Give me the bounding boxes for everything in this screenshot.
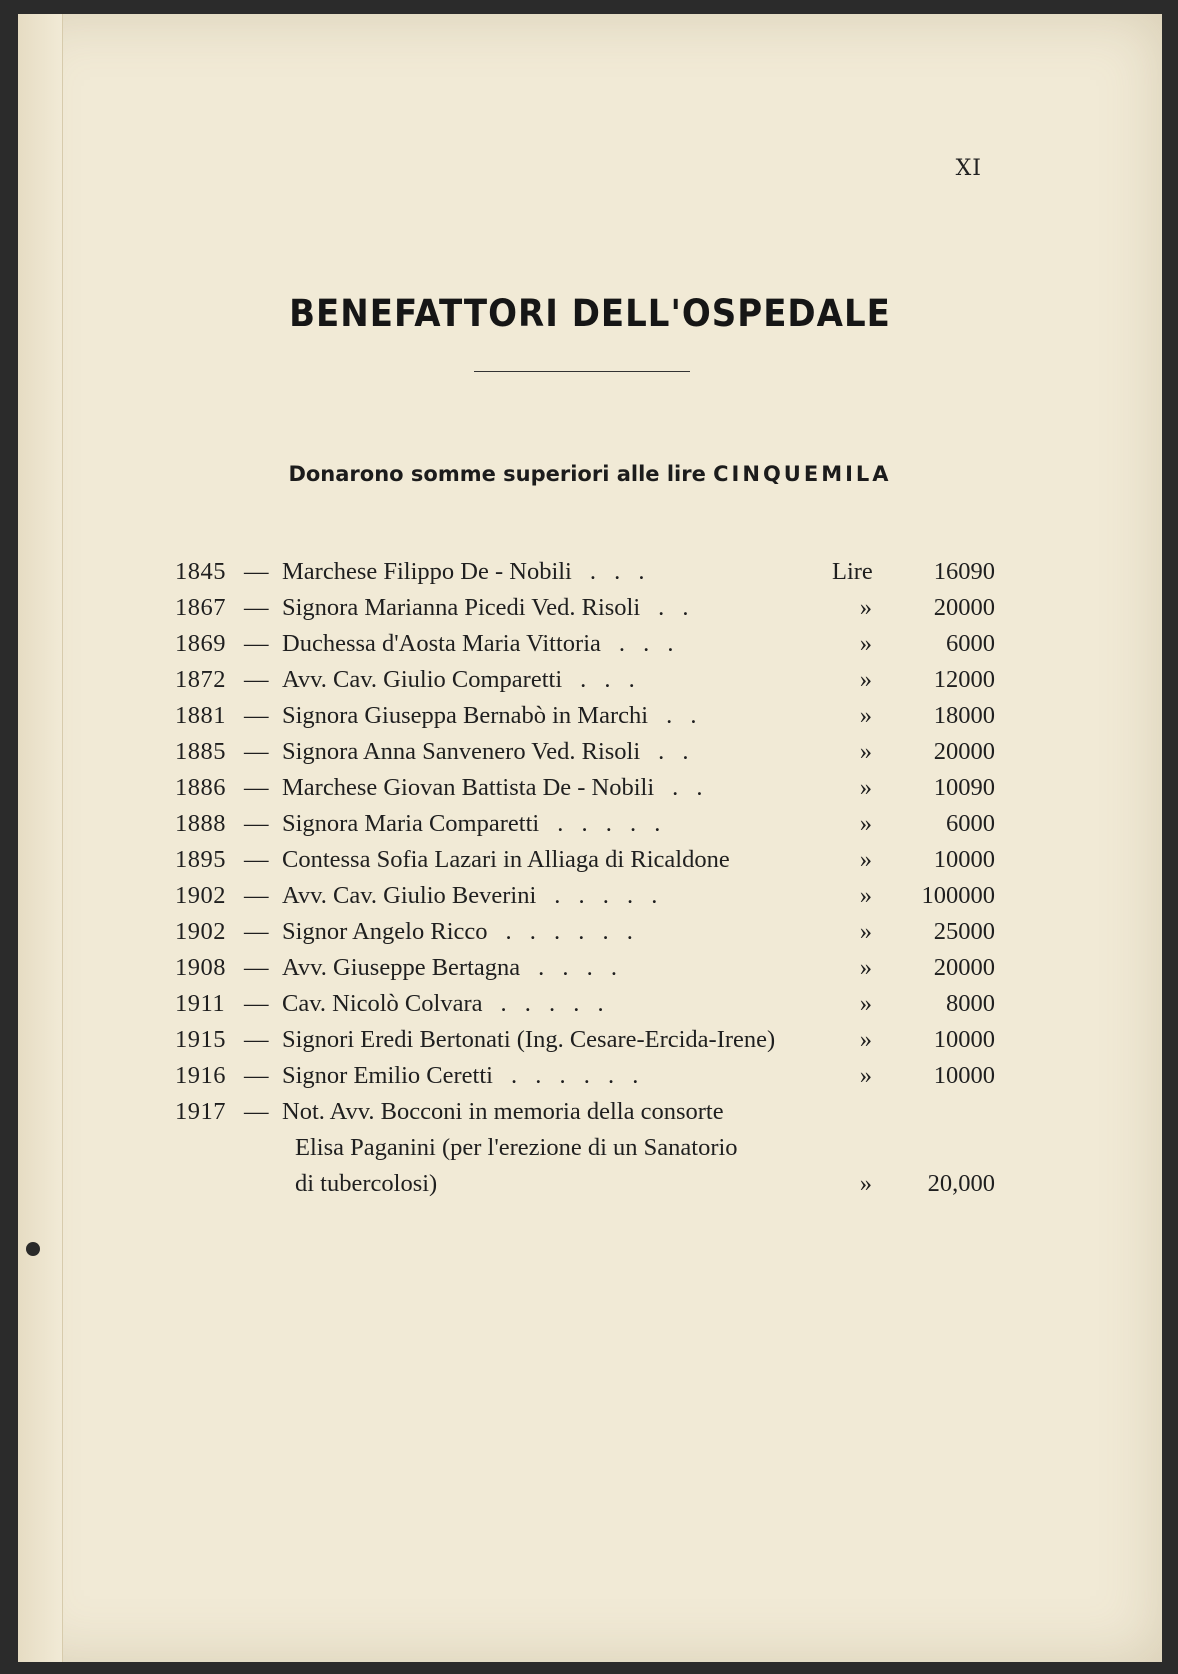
entry-unit: » [859, 918, 872, 945]
entry-unit: » [859, 1026, 872, 1053]
entry-name-text: Signora Marianna Picedi Ved. Risoli [282, 594, 641, 621]
entry-unit: » [859, 738, 872, 765]
entry-leader-dots: . . . . . [554, 882, 664, 909]
entry-amount: 20000 [933, 594, 995, 621]
entry-unit: » [859, 666, 872, 693]
subtitle-text: Donarono somme superiori alle lire [288, 462, 706, 486]
entry-amount: 20000 [933, 738, 995, 765]
entry-leader-dots: . . . . . . [505, 918, 639, 945]
entry-dash: — [244, 702, 269, 729]
entry-year: 1881 [175, 702, 226, 729]
entry-dash: — [244, 1062, 269, 1089]
entry-amount: 10000 [933, 846, 995, 873]
entry-year: 1885 [175, 738, 226, 765]
entry-amount: 20000 [933, 954, 995, 981]
entry-unit: » [859, 594, 872, 621]
benefactor-entry [175, 806, 995, 842]
entry-year: 1872 [175, 666, 226, 693]
entry-unit: » [859, 774, 872, 801]
entry-unit: » [859, 810, 872, 837]
entry-name-text: Signori Eredi Bertonati (Ing. Cesare-Ercida-Irene) [282, 1026, 776, 1053]
entry-amount: 20,000 [927, 1170, 995, 1197]
entry-name [282, 914, 639, 950]
entry-leader-dots: . . . [589, 558, 651, 585]
entry-dash: — [244, 1026, 269, 1053]
entry-leader-dots: . . [658, 738, 695, 765]
entry-name-text: Avv. Cav. Giulio Comparetti [282, 666, 563, 693]
entry-year: 1916 [175, 1062, 226, 1089]
entry-name-text: Signora Giuseppa Bernabò in Marchi [282, 702, 649, 729]
benefactor-list [175, 554, 995, 1202]
entry-name [282, 698, 702, 734]
benefactor-entry [175, 914, 995, 950]
entry-name-text: Cav. Nicolò Colvara [282, 990, 483, 1017]
entry-name [282, 770, 709, 806]
entry-name [282, 734, 695, 770]
entry-name-text: Signora Anna Sanvenero Ved. Risoli [282, 738, 641, 765]
entry-dash: — [244, 558, 269, 585]
entry-dash: — [244, 594, 269, 621]
entry-year: 1908 [175, 954, 226, 981]
entry-year: 1911 [175, 990, 226, 1017]
benefactor-entry [175, 1022, 995, 1058]
entry-amount: 8000 [946, 990, 995, 1017]
entry-leader-dots: . . [658, 594, 695, 621]
entry-year: 1869 [175, 630, 226, 657]
entry-dash: — [244, 918, 269, 945]
entry-unit: Lire [832, 558, 873, 585]
entry-name [282, 950, 623, 986]
ink-spot [26, 1242, 40, 1256]
benefactor-entry [175, 554, 995, 590]
benefactor-entry [175, 734, 995, 770]
page-number: XI [955, 156, 982, 181]
entry-dash: — [244, 810, 269, 837]
entry-name [282, 878, 663, 914]
entry-year: 1888 [175, 810, 226, 837]
entry-leader-dots: . . . . . . [510, 1062, 645, 1089]
entry-amount: 10000 [933, 1026, 995, 1053]
entry-dash: — [244, 666, 269, 693]
benefactor-entry [175, 626, 995, 662]
entry-leader-dots: . . . [580, 666, 641, 693]
binding-gutter [18, 14, 63, 1662]
entry-dash: — [244, 954, 269, 981]
entry-dash: — [244, 990, 269, 1017]
entry-unit: » [859, 882, 872, 909]
benefactor-entry [175, 770, 995, 806]
entry-leader-dots: . . . [618, 630, 680, 657]
entry-amount: 10000 [933, 1062, 995, 1089]
entry-dash: — [244, 1098, 269, 1125]
entry-name-text: Signor Angelo Ricco [282, 918, 488, 945]
entry-dash: — [244, 774, 269, 801]
entry-year: 1845 [175, 558, 226, 585]
document-page [18, 14, 1162, 1662]
entry-dash: — [244, 630, 269, 657]
entry-name [282, 842, 748, 878]
entry-name [282, 806, 666, 842]
entry-name [282, 1022, 793, 1058]
entry-unit: » [859, 630, 872, 657]
entry-name [282, 1058, 644, 1094]
page-title: BENEFATTORI DELL'OSPEDALE [289, 292, 891, 336]
entry-unit: » [859, 1062, 872, 1089]
entry-name-text: Contessa Sofia Lazari in Alliaga di Ricaldone [282, 846, 730, 873]
entry-year: 1915 [175, 1026, 226, 1053]
section-subtitle [18, 462, 1162, 486]
benefactor-entry [175, 590, 995, 626]
benefactor-entry [175, 950, 995, 986]
entry-year: 1895 [175, 846, 226, 873]
entry-year: 1917 [175, 1098, 226, 1125]
entry-name-text: Signora Maria Comparetti [282, 810, 540, 837]
entry-leader-dots: . . [666, 702, 703, 729]
entry-amount: 6000 [946, 630, 995, 657]
benefactor-entry [175, 662, 995, 698]
entry-name [282, 626, 680, 662]
entry-leader-dots: . . . . . [500, 990, 610, 1017]
entry-unit: » [859, 702, 872, 729]
entry-dash: — [244, 882, 269, 909]
entry-name-text: Avv. Cav. Giulio Beverini [282, 882, 537, 909]
benefactor-entry [175, 1058, 995, 1094]
entry-name-text: Avv. Giuseppe Bertagna [282, 954, 521, 981]
entry-name [282, 986, 610, 1022]
entry-year: 1902 [175, 882, 226, 909]
entry-name [282, 590, 695, 626]
entry-name-line: Elisa Paganini (per l'erezione di un Sanatorio [295, 1134, 738, 1161]
entry-amount: 100000 [921, 882, 995, 909]
entry-name [282, 662, 641, 698]
title-divider [474, 371, 690, 372]
entry-name-text: Marchese Filippo De - Nobili [282, 558, 572, 585]
benefactor-entry [175, 698, 995, 734]
entry-amount: 16090 [933, 558, 995, 585]
entry-name-text: Duchessa d'Aosta Maria Vittoria [282, 630, 601, 657]
entry-dash: — [244, 738, 269, 765]
entry-leader-dots: . . . . . [557, 810, 667, 837]
entry-year: 1867 [175, 594, 226, 621]
entry-year: 1902 [175, 918, 226, 945]
entry-amount: 10090 [933, 774, 995, 801]
entry-name-text: Marchese Giovan Battista De - Nobili [282, 774, 655, 801]
benefactor-entry [175, 842, 995, 878]
entry-name-line: Not. Avv. Bocconi in memoria della consorte [282, 1098, 724, 1125]
entry-unit: » [859, 1170, 872, 1197]
benefactor-entry-1917 [175, 1094, 995, 1202]
entry-amount: 25000 [933, 918, 995, 945]
benefactor-entry [175, 986, 995, 1022]
entry-year: 1886 [175, 774, 226, 801]
entry-unit: » [859, 990, 872, 1017]
subtitle-emphasis: CINQUEMILA [713, 462, 892, 486]
entry-leader-dots: . . . . [538, 954, 623, 981]
entry-dash: — [244, 846, 269, 873]
entry-amount: 18000 [933, 702, 995, 729]
entry-name [282, 554, 651, 590]
entry-name-line: di tubercolosi) [295, 1170, 438, 1197]
entry-leader-dots: . . [672, 774, 709, 801]
entry-name-text: Signor Emilio Ceretti [282, 1062, 493, 1089]
entry-name [282, 1094, 738, 1202]
benefactor-entry [175, 878, 995, 914]
entry-amount: 6000 [946, 810, 995, 837]
entry-amount: 12000 [933, 666, 995, 693]
entry-unit: » [859, 954, 872, 981]
entry-unit: » [859, 846, 872, 873]
